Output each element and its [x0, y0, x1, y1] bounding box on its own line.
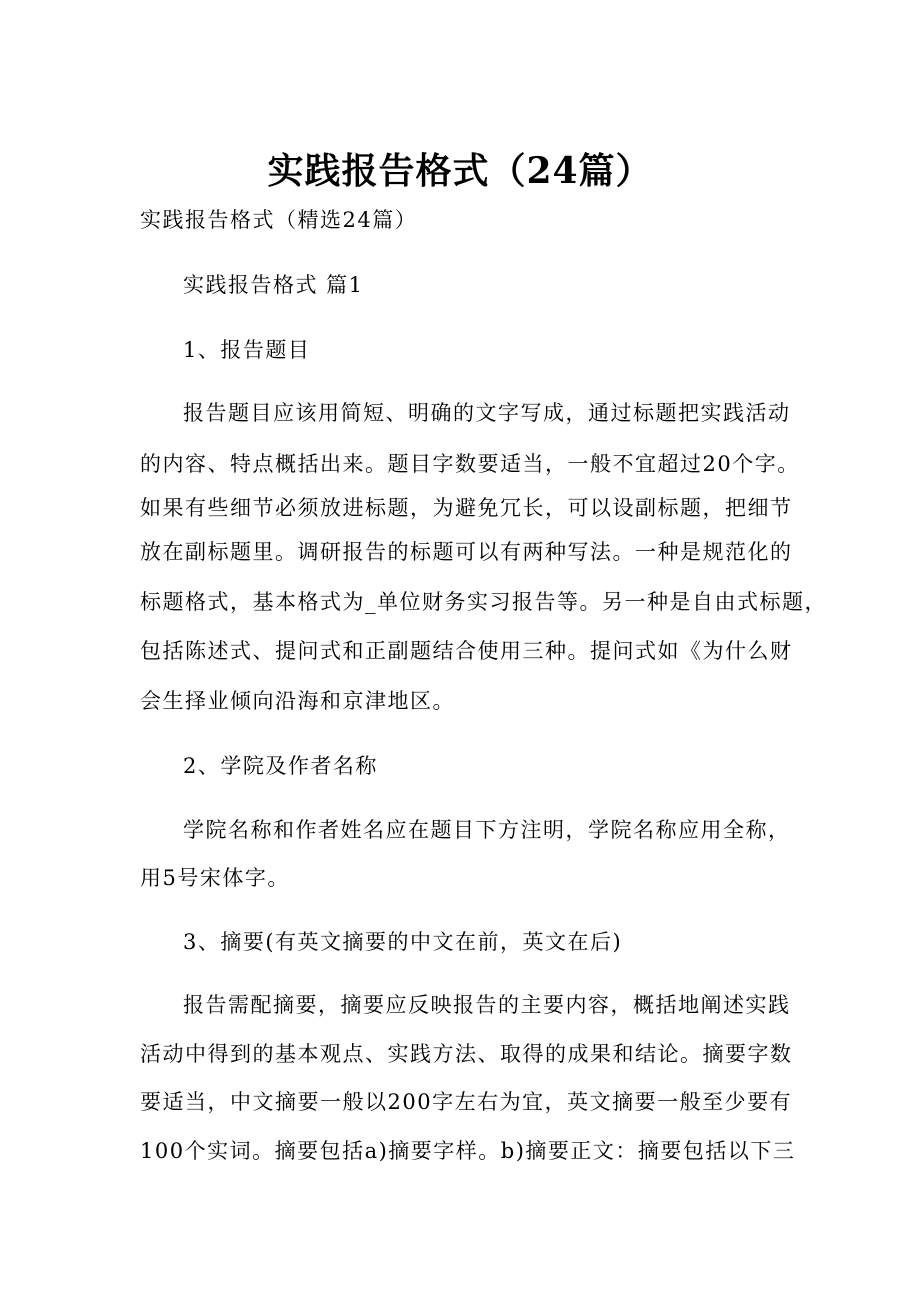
paragraph-line: 包括陈述式、提问式和正副题结合使用三种。提问式如《为什么财: [140, 639, 793, 663]
paragraph-line: 要适当，中文摘要一般以200字左右为宜，英文摘要一般至少要有: [140, 1090, 793, 1114]
section-heading: 实践报告格式 篇1: [183, 273, 364, 297]
paragraph-line: 学院名称和作者姓名应在题目下方注明，学院名称应用全称，: [183, 818, 791, 842]
document-title: 实践报告格式（24篇）: [267, 150, 653, 192]
paragraph-line: 的内容、特点概括出来。题目字数要适当，一般不宜超过20个字。: [140, 452, 800, 476]
paragraph-line: 100个实词。摘要包括a)摘要字样。b)摘要正文：摘要包括以下三: [140, 1139, 796, 1163]
paragraph-line: 活动中得到的基本观点、实践方法、取得的成果和结论。摘要字数: [140, 1042, 793, 1066]
paragraph-line: 放在副标题里。调研报告的标题可以有两种写法。一种是规范化的: [140, 540, 793, 564]
item-heading: 2、学院及作者名称: [183, 754, 378, 778]
document-subtitle: 实践报告格式（精选24篇）: [140, 208, 418, 232]
paragraph-line: 会生择业倾向沿海和京津地区。: [140, 689, 455, 713]
item-heading: 3、摘要(有英文摘要的中文在前，英文在后): [183, 930, 623, 954]
paragraph-line: 报告题目应该用简短、明确的文字写成，通过标题把实践活动: [183, 401, 791, 425]
paragraph-line: 如果有些细节必须放进标题，为避免冗长，可以设副标题，把细节: [140, 496, 793, 520]
paragraph-line: 报告需配摘要，摘要应反映报告的主要内容，概括地阐述实践: [183, 993, 791, 1017]
paragraph-line: 用5号宋体字。: [140, 866, 290, 890]
paragraph-line: 标题格式，基本格式为_单位财务实习报告等。另一种是自由式标题，: [140, 590, 827, 614]
item-heading: 1、报告题目: [183, 338, 311, 362]
